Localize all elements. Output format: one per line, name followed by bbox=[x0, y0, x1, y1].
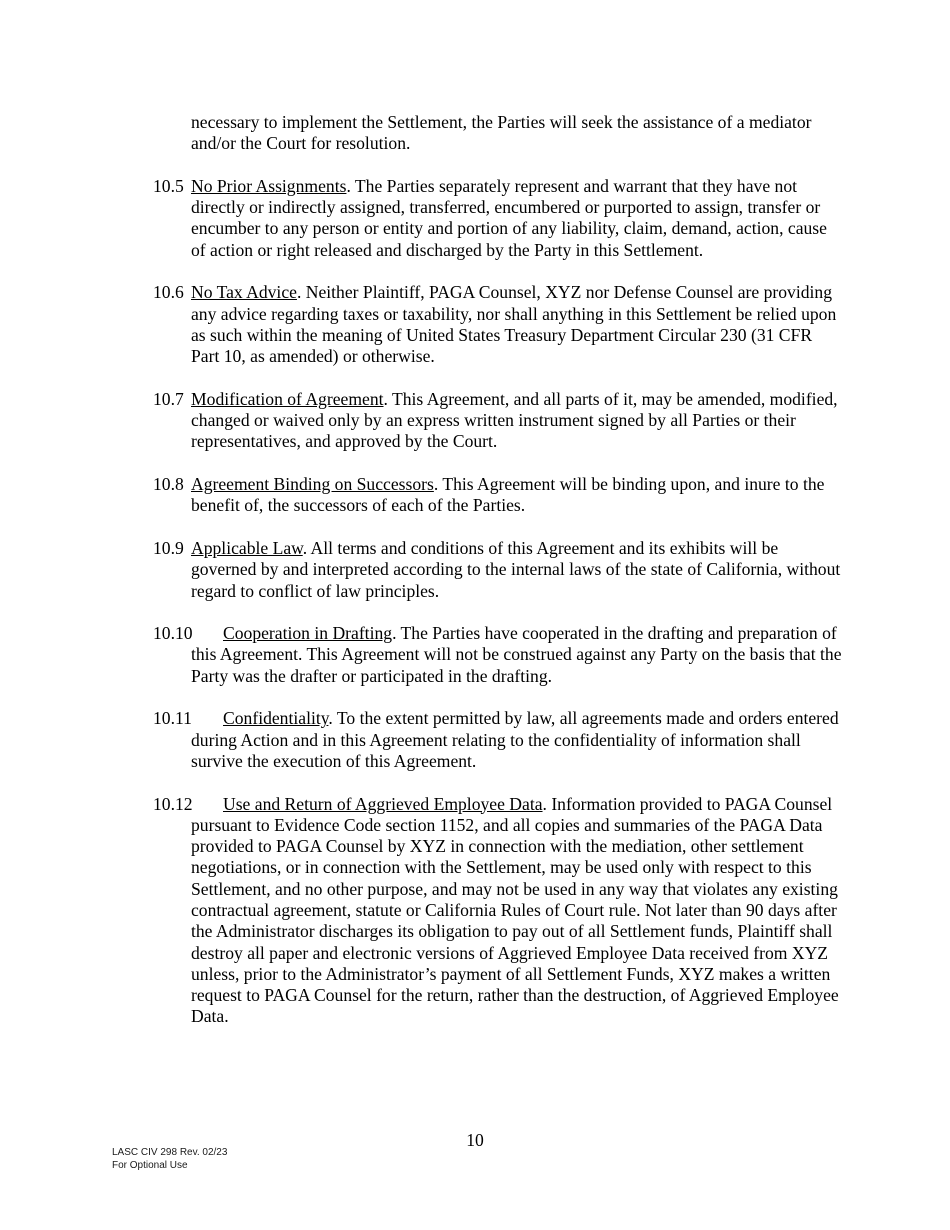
section-number: 10.12 bbox=[153, 793, 193, 814]
section-text: . Neither Plaintiff, PAGA Counsel, XYZ nor Defense Counsel are providing any advice regarding taxes or taxability, nor shall anything in this Settlement be relied upon as such within the meaning of United States Treasury Department Circular 230 (31 CFR Part 10, as amended) or otherwise. bbox=[191, 282, 837, 367]
section-text: . This Agreement, and all parts of it, may be amended, modified, changed or waived only by an express written instrument signed by all Parties or their representatives, and approved by the Court. bbox=[191, 388, 838, 452]
section-number: 10.9 bbox=[153, 537, 184, 558]
section-title: Use and Return of Aggrieved Employee Data bbox=[223, 793, 543, 814]
section-title: Modification of Agreement bbox=[191, 388, 384, 409]
page-number: 10 bbox=[466, 1130, 484, 1150]
section-number: 10.11 bbox=[153, 708, 192, 729]
section-text: . This Agreement will be binding upon, and inure to the benefit of, the successors of each of the Parties. bbox=[191, 474, 825, 516]
section-10-12 bbox=[153, 794, 843, 1028]
section-10-5 bbox=[153, 176, 843, 261]
section-text: . The Parties separately represent and warrant that they have not directly or indirectly assigned, transferred, encumbered or purported to assign, transfer or encumber to any person or entity and portion of any liability, claim, demand, action, cause of action or right released and discharged by the Party in this Settlement. bbox=[191, 175, 827, 260]
section-text: . To the extent permitted by law, all agreements made and orders entered during Action and in this Agreement relating to the confidentiality of information shall survive the execution of this Agreement. bbox=[191, 708, 839, 771]
form-id: LASC CIV 298 Rev. 02/23 bbox=[112, 1147, 228, 1158]
section-10-11 bbox=[153, 708, 843, 772]
section-text: . All terms and conditions of this Agreement and its exhibits will be governed by and interpreted according to the internal laws of the state of California, without regard to conflict of law principles. bbox=[191, 537, 841, 601]
section-title: Agreement Binding on Successors bbox=[191, 474, 434, 495]
section-title: No Tax Advice bbox=[191, 282, 297, 303]
section-title: Cooperation in Drafting bbox=[223, 623, 393, 644]
document-body bbox=[153, 112, 843, 1049]
section-10-6 bbox=[153, 282, 843, 367]
section-number: 10.5 bbox=[153, 175, 184, 196]
section-number: 10.10 bbox=[153, 623, 193, 644]
section-number: 10.8 bbox=[153, 474, 184, 495]
section-10-8 bbox=[153, 474, 843, 517]
section-10-9 bbox=[153, 538, 843, 602]
section-number: 10.6 bbox=[153, 282, 184, 303]
form-footer bbox=[112, 1146, 227, 1172]
section-10-7 bbox=[153, 389, 843, 453]
section-text: . Information provided to PAGA Counsel pursuant to Evidence Code section 1152, and all copies and summaries of the PAGA Data provided to PAGA Counsel by XYZ in connection with the mediation, other settlement negotiations, or in connection with the Settlement, may be used only with respect to this Settlement, and no other purpose, and may not be used in any way that violates any existing contractual agreement, statute or California Rules of Court rule. Not later than 90 days after the Administrator discharges its obligation to pay out of all Settlement funds, Plaintiff shall destroy all paper and electronic versions of Aggrieved Employee Data received from XYZ unless, prior to the Administrator’s payment of all Settlement Funds, XYZ makes a written request to PAGA Counsel for the return, rather than the destruction, of Aggrieved Employee Data. bbox=[191, 793, 839, 1027]
form-usage: For Optional Use bbox=[112, 1160, 188, 1171]
section-text: . The Parties have cooperated in the drafting and preparation of this Agreement. This Agreement will not be construed against any Party on the basis that the Party was the drafter or participated in the drafting. bbox=[191, 623, 842, 686]
section-10-10 bbox=[153, 623, 843, 687]
section-title: Applicable Law bbox=[191, 537, 303, 558]
section-title: Confidentiality bbox=[223, 708, 329, 729]
section-title: No Prior Assignments bbox=[191, 175, 347, 196]
section-number: 10.7 bbox=[153, 388, 184, 409]
continued-paragraph: necessary to implement the Settlement, the Parties will seek the assistance of a mediator and/or the Court for resolution. bbox=[191, 112, 812, 154]
